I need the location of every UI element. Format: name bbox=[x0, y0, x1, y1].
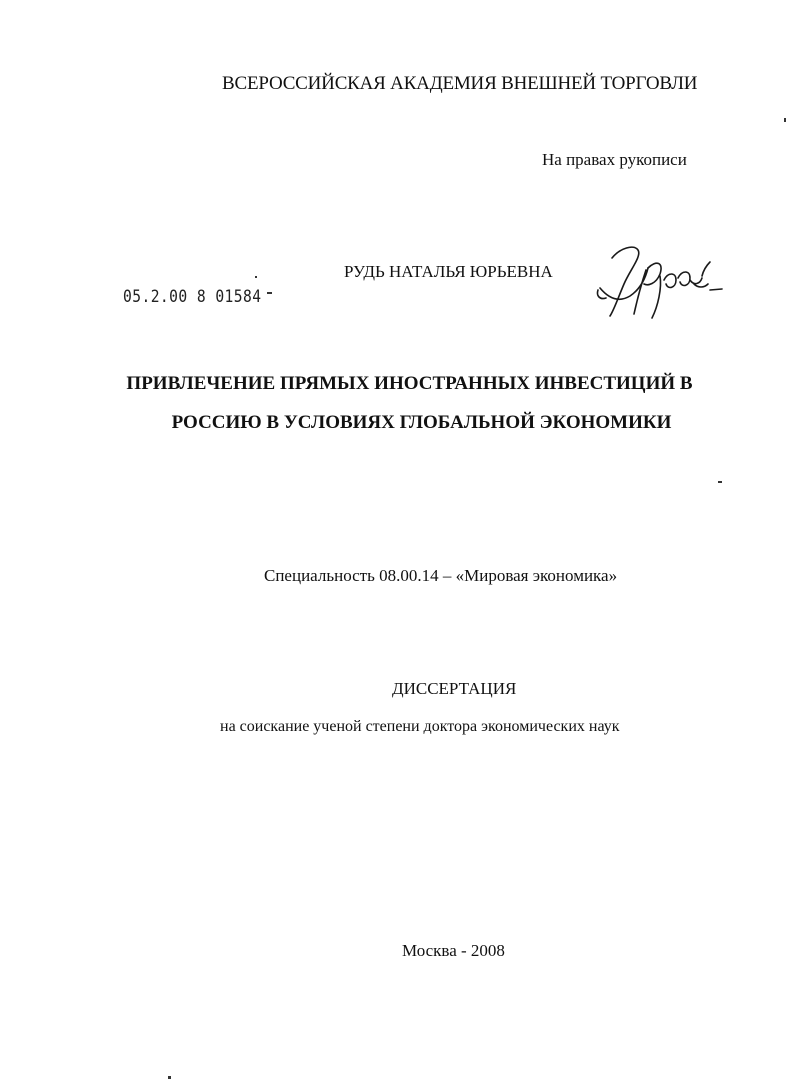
scan-speck bbox=[718, 481, 722, 483]
city-year: Москва - 2008 bbox=[402, 941, 505, 960]
dissertation-title-line-2: РОССИЮ В УСЛОВИЯХ ГЛОБАЛЬНОЙ ЭКОНОМИКИ bbox=[171, 412, 672, 433]
degree-line: на соискание ученой степени доктора экономических наук bbox=[220, 718, 620, 735]
scan-speck bbox=[255, 276, 257, 278]
manuscript-note: На правах рукописи bbox=[542, 150, 687, 169]
archive-code: 05.2.00 8 01584 bbox=[123, 287, 262, 307]
author-signature bbox=[590, 240, 725, 322]
dissertation-title-line-1: ПРИВЛЕЧЕНИЕ ПРЯМЫХ ИНОСТРАННЫХ ИНВЕСТИЦИЙ В bbox=[126, 373, 693, 394]
document-type: ДИССЕРТАЦИЯ bbox=[392, 679, 517, 698]
scan-speck bbox=[267, 292, 272, 294]
scan-speck bbox=[168, 1076, 171, 1079]
institution-name: ВСЕРОССИЙСКАЯ АКАДЕМИЯ ВНЕШНЕЙ ТОРГОВЛИ bbox=[222, 73, 698, 94]
author-name: РУДЬ НАТАЛЬЯ ЮРЬЕВНА bbox=[344, 262, 553, 281]
speciality: Специальность 08.00.14 – «Мировая экономика» bbox=[264, 566, 618, 585]
scan-speck bbox=[784, 118, 786, 122]
